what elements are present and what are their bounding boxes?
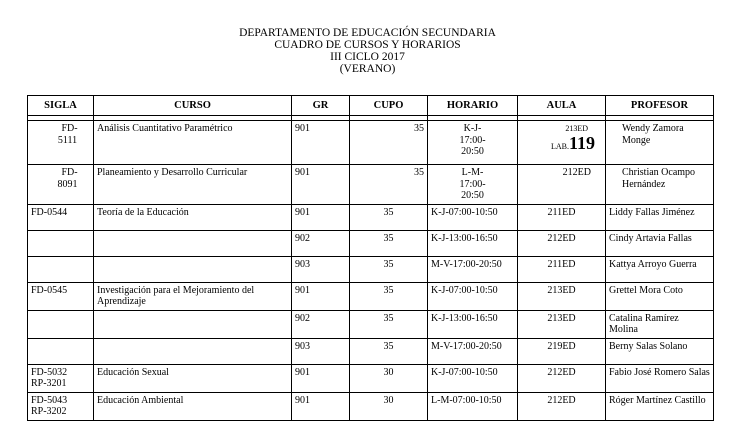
gr-cell: 901 [292,165,350,205]
cupo-cell: 35 [350,282,428,310]
table-row [28,310,714,338]
cupo-cell: 35 [350,165,428,205]
gr-cell: 901 [292,121,350,165]
gr-cell: 901 [292,204,350,230]
col-header-cupo: CUPO [350,96,428,116]
gr-cell: 901 [292,392,350,420]
horario-cell: K-J-13:00-16:50 [428,230,518,256]
horario-cell: K-J-13:00-16:50 [428,310,518,338]
document-header [0,27,735,75]
col-header-profesor: PROFESOR [606,96,714,116]
table-row [28,121,714,165]
aula-cell: 212ED [518,392,606,420]
profesor-cell: Kattya Arroyo Guerra [606,256,714,282]
profesor-cell: Wendy Zamora Monge [606,121,714,165]
table-header-row [28,96,714,116]
curso-cell [94,310,292,338]
horario-cell: K-J-07:00-10:50 [428,282,518,310]
aula-cell: 212ED [518,364,606,392]
gr-cell: 901 [292,364,350,392]
horario-cell: M-V-17:00-20:50 [428,256,518,282]
horario-cell: L-M- 17:00- 20:50 [428,165,518,205]
col-header-aula: AULA [518,96,606,116]
curso-cell [94,338,292,364]
gr-cell: 902 [292,230,350,256]
curso-cell [94,230,292,256]
col-header-gr: GR [292,96,350,116]
table-row [28,165,714,205]
horario-cell: K-J-07:00-10:50 [428,364,518,392]
gr-cell: 902 [292,310,350,338]
profesor-cell: Christian Ocampo Hernández [606,165,714,205]
table-row [28,364,714,392]
sigla-cell: FD-0544 [28,204,94,230]
lab-number: 119 [569,132,596,153]
table-row [28,230,714,256]
table-row [28,338,714,364]
table-row [28,204,714,230]
table-row [28,392,714,420]
gr-cell: 903 [292,256,350,282]
cupo-cell: 35 [350,310,428,338]
profesor-cell: Cindy Artavia Fallas [606,230,714,256]
curso-cell: Planeamiento y Desarrollo Curricular [94,165,292,205]
sigla-cell: FD- 8091 [28,165,94,205]
aula-cell: 213ED [518,310,606,338]
sigla-cell: FD-5032 RP-3201 [28,364,94,392]
course-schedule-table [27,95,714,421]
aula-cell: 213ED [518,282,606,310]
sigla-cell [28,338,94,364]
season-label: (VERANO) [339,63,396,75]
department-title: DEPARTAMENTO DE EDUCACIÓN SECUNDARIA [239,27,496,39]
cupo-cell: 35 [350,121,428,165]
curso-cell: Teoría de la Educación [94,204,292,230]
sigla-cell [28,230,94,256]
aula-cell: 211ED [518,204,606,230]
sigla-cell: FD-5043 RP-3202 [28,392,94,420]
aula-cell: 213ED LAB.119 [518,121,606,165]
sigla-cell: FD-0545 [28,282,94,310]
curso-cell: Educación Ambiental [94,392,292,420]
gr-cell: 903 [292,338,350,364]
cycle-label: III CICLO 2017 [330,51,405,63]
horario-cell: K-J- 17:00- 20:50 [428,121,518,165]
cupo-cell: 30 [350,392,428,420]
profesor-cell: Grettel Mora Coto [606,282,714,310]
aula-cell: 212ED [518,165,606,205]
cupo-cell: 35 [350,338,428,364]
aula-cell: 211ED [518,256,606,282]
profesor-cell: Catalina Ramírez Molina [606,310,714,338]
cupo-cell: 35 [350,204,428,230]
horario-cell: K-J-07:00-10:50 [428,204,518,230]
curso-cell: Educación Sexual [94,364,292,392]
sigla-cell [28,256,94,282]
table-row [28,282,714,310]
curso-cell: Investigación para el Mejoramiento del Aprendizaje [94,282,292,310]
profesor-cell: Liddy Fallas Jiménez [606,204,714,230]
sigla-cell: FD- 5111 [28,121,94,165]
aula-cell: 212ED [518,230,606,256]
cupo-cell: 30 [350,364,428,392]
profesor-cell: Fabio José Romero Salas [606,364,714,392]
lab-label: LAB. [551,141,569,151]
document-title: CUADRO DE CURSOS Y HORARIOS [274,39,461,51]
horario-cell: M-V-17:00-20:50 [428,338,518,364]
horario-cell: L-M-07:00-10:50 [428,392,518,420]
curso-cell [94,256,292,282]
gr-cell: 901 [292,282,350,310]
col-header-curso: CURSO [94,96,292,116]
col-header-horario: HORARIO [428,96,518,116]
col-header-sigla: SIGLA [28,96,94,116]
cupo-cell: 35 [350,256,428,282]
sigla-cell [28,310,94,338]
cupo-cell: 35 [350,230,428,256]
profesor-cell: Róger Martínez Castillo [606,392,714,420]
curso-cell: Análisis Cuantitativo Paramétrico [94,121,292,165]
aula-cell: 219ED [518,338,606,364]
table-row [28,256,714,282]
profesor-cell: Berny Salas Solano [606,338,714,364]
